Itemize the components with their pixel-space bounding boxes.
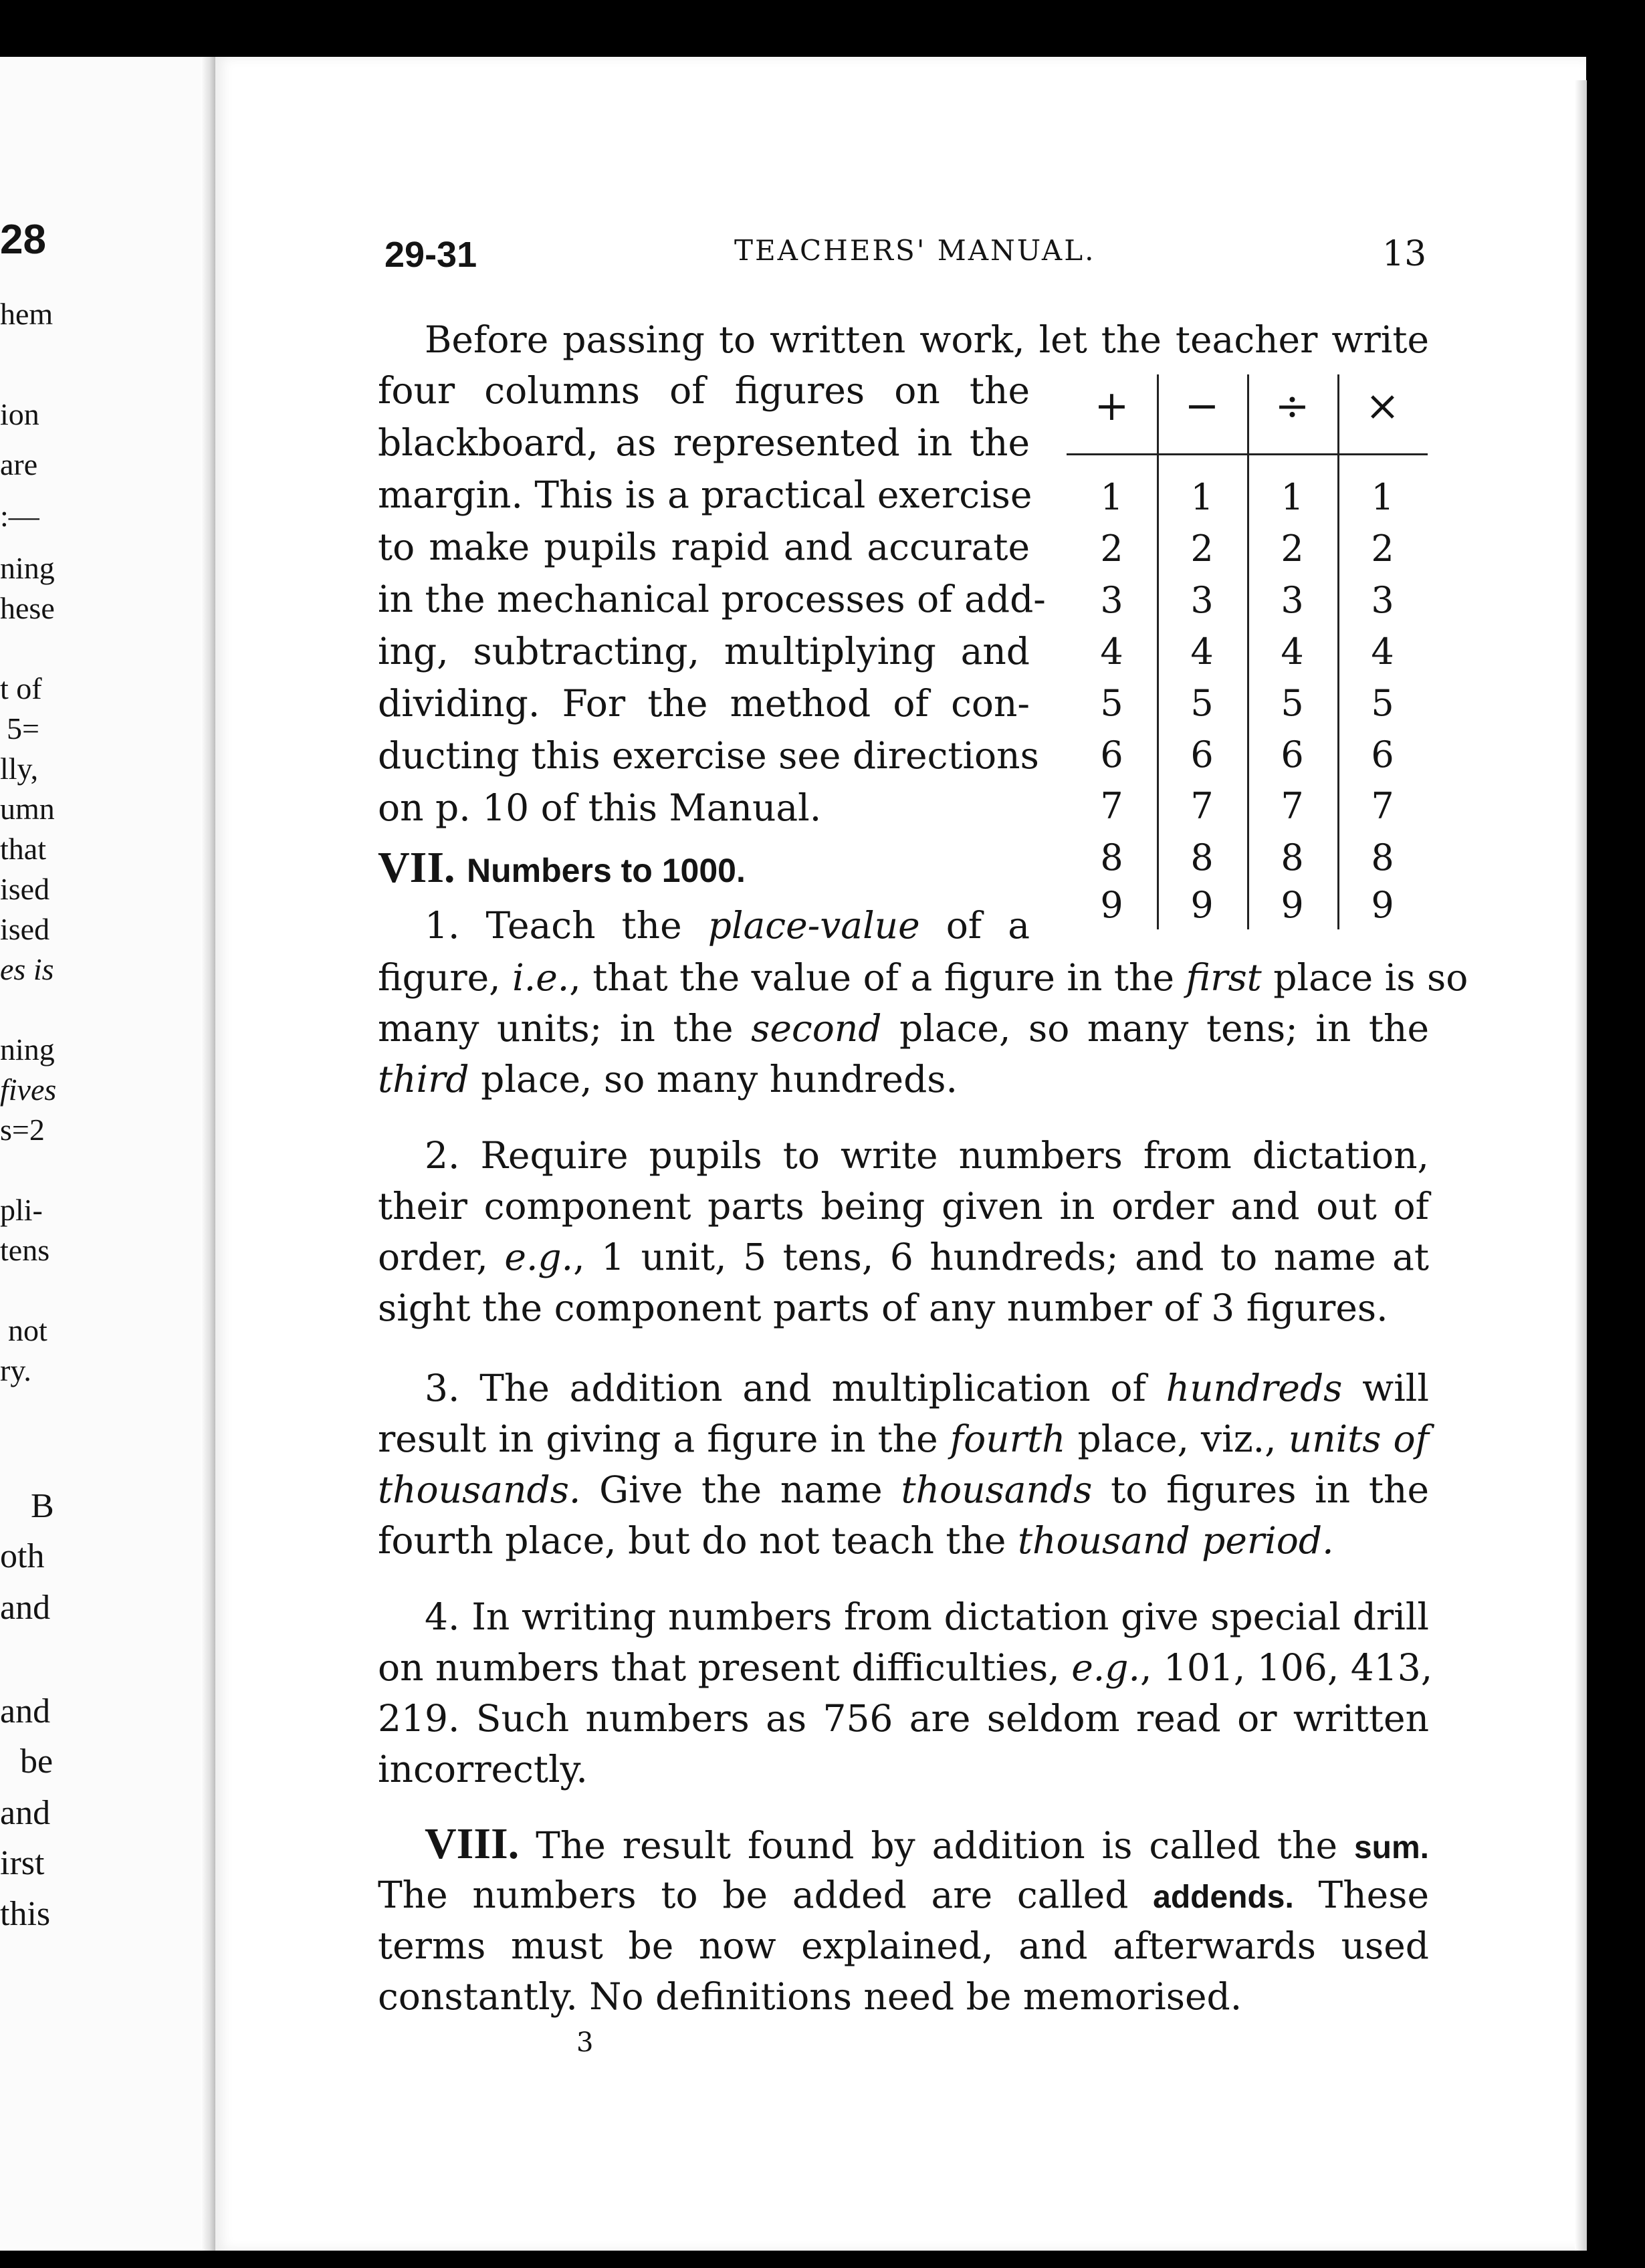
left-page-fragment: irst <box>0 1844 45 1882</box>
minus-header: − <box>1184 381 1220 430</box>
left-page-fragment: and <box>0 1692 51 1730</box>
paragraph-line: third place, so many hundreds. <box>378 1058 958 1101</box>
operations-table <box>1067 374 1428 929</box>
table-cell: 5 <box>1190 682 1214 724</box>
table-cell: 7 <box>1371 785 1394 827</box>
left-page-fragment: hese <box>0 591 55 625</box>
multiply-header: × <box>1365 381 1400 430</box>
paragraph-line: The numbers to be added are called addends. These <box>378 1874 1429 1916</box>
table-cell: 4 <box>1100 631 1123 673</box>
table-cell: 8 <box>1281 836 1304 879</box>
intro-line: ing, subtracting, multiplying and <box>378 630 1030 673</box>
left-page-fragment: and <box>0 1794 51 1832</box>
left-page-fragment: 5= <box>7 711 39 746</box>
table-cell: 9 <box>1371 884 1394 926</box>
left-page-fragment: are <box>0 447 38 481</box>
table-cell: 8 <box>1190 836 1214 879</box>
left-facing-page <box>0 57 213 2251</box>
intro-line: ducting this exercise see directions <box>378 734 1039 777</box>
table-cell: 9 <box>1100 884 1123 926</box>
left-page-fragment: and <box>0 1589 51 1627</box>
table-cell: 6 <box>1281 733 1304 776</box>
left-page-fragment: pli- <box>0 1193 43 1227</box>
page-edge-curl <box>1575 80 1587 2251</box>
left-page-fragment: :— <box>0 499 39 533</box>
left-page-fragment: oth <box>0 1537 45 1575</box>
table-cell: 4 <box>1371 631 1394 673</box>
page-number: 13 <box>1382 234 1427 274</box>
table-cell: 2 <box>1371 528 1394 570</box>
table-cell: 5 <box>1100 682 1123 724</box>
left-page-fragment: ry. <box>0 1353 31 1387</box>
left-page-fragment: ised <box>0 872 50 906</box>
left-page-fragment: ning <box>0 551 55 585</box>
paragraph-line: 4. In writing numbers from dictation give special drill <box>425 1595 1429 1638</box>
plus-header: + <box>1094 381 1129 430</box>
table-cell: 1 <box>1281 476 1304 518</box>
intro-line: in the mechanical processes of add- <box>378 578 1046 620</box>
intro-line: Before passing to written work, let the teacher write <box>425 318 1429 361</box>
left-page-fragment: t of <box>0 671 42 705</box>
section-number: VII. <box>378 843 455 892</box>
section-range: 29-31 <box>385 235 477 275</box>
table-cell: 1 <box>1371 476 1394 518</box>
signature-mark: 3 <box>576 2027 594 2058</box>
table-cell: 3 <box>1371 579 1394 621</box>
section-number: VIII. <box>425 1819 520 1868</box>
paragraph-line: 3. The addition and multiplication of hundreds will <box>425 1367 1429 1409</box>
left-page-fragment: this <box>0 1895 51 1933</box>
scan-border-right <box>1586 0 1645 2268</box>
paragraph-line: their component parts being given in order and out of <box>378 1185 1429 1228</box>
paragraph-line: incorrectly. <box>378 1748 588 1791</box>
intro-line: four columns of figures on the <box>378 369 1030 412</box>
table-cell: 8 <box>1371 836 1394 879</box>
table-cell: 2 <box>1190 528 1214 570</box>
table-cell: 3 <box>1281 579 1304 621</box>
table-cell: 9 <box>1281 884 1304 926</box>
paragraph-line: fourth place, but do not teach the thousand period. <box>378 1519 1334 1562</box>
paragraph-line: sight the component parts of any number of 3 figures. <box>378 1286 1388 1329</box>
table-cell: 5 <box>1281 682 1304 724</box>
left-page-fragment: ion <box>0 397 39 431</box>
table-cell: 7 <box>1281 785 1304 827</box>
table-cell: 3 <box>1190 579 1214 621</box>
paragraph-line: result in giving a figure in the fourth place, viz., units of <box>378 1418 1429 1460</box>
left-page-fragment: hem <box>0 297 53 331</box>
scan-border-top <box>0 0 1645 57</box>
table-cell: 8 <box>1100 836 1123 879</box>
paragraph-line: on numbers that present difficulties, e.g., 101, 106, 413, <box>378 1646 1433 1689</box>
paragraph-line: constantly. No definitions need be memorised. <box>378 1975 1242 2018</box>
table-cell: 4 <box>1281 631 1304 673</box>
left-page-fragment: ised <box>0 912 50 946</box>
paragraph-line: 219. Such numbers as 756 are seldom read or written <box>378 1697 1429 1740</box>
intro-line: on p. 10 of this Manual. <box>378 786 822 829</box>
intro-line: blackboard, as represented in the <box>378 421 1030 464</box>
left-page-fragment: s=2 <box>0 1113 45 1147</box>
table-cell: 5 <box>1371 682 1394 724</box>
table-cell: 7 <box>1100 785 1123 827</box>
divide-header: ÷ <box>1275 381 1310 430</box>
left-page-fragment: that <box>0 832 46 866</box>
table-cell: 9 <box>1190 884 1214 926</box>
table-cell: 2 <box>1281 528 1304 570</box>
left-page-fragment: es is <box>0 952 54 986</box>
table-cell: 1 <box>1100 476 1123 518</box>
left-page-fragment: ning <box>0 1032 55 1066</box>
left-page-fragment: not <box>8 1313 47 1347</box>
paragraph-line: many units; in the second place, so many tens; in the <box>378 1007 1430 1050</box>
page-gutter <box>201 57 215 2251</box>
left-page-fragment: fives <box>0 1072 57 1107</box>
table-cell: 1 <box>1190 476 1214 518</box>
left-page-fragment: lly, <box>0 752 39 786</box>
table-cell: 3 <box>1100 579 1123 621</box>
left-page-fragment: tens <box>0 1233 50 1267</box>
paragraph-line: VIII. The result found by addition is called the sum. <box>425 1819 1429 1868</box>
left-page-fragment: umn <box>0 792 55 826</box>
table-cell: 6 <box>1371 733 1394 776</box>
table-cell: 4 <box>1190 631 1214 673</box>
paragraph-line: order, e.g., 1 unit, 5 tens, 6 hundreds; and to name at <box>378 1236 1429 1278</box>
intro-line: dividing. For the method of con- <box>378 682 1030 725</box>
table-cell: 6 <box>1190 733 1214 776</box>
running-title: TEACHERS' MANUAL. <box>734 234 1096 267</box>
intro-line: to make pupils rapid and accurate <box>378 526 1030 568</box>
paragraph-line: figure, i.e., that the value of a figure in the first place is so <box>378 956 1468 999</box>
scan-border-bottom <box>0 2251 1645 2268</box>
table-cell: 6 <box>1100 733 1123 776</box>
paragraph-line: 1. Teach the place-value of a <box>425 904 1030 947</box>
header-rule <box>1067 453 1428 455</box>
table-cell: 2 <box>1100 528 1123 570</box>
left-page-fragment: B <box>31 1487 54 1525</box>
paragraph-line: thousands. Give the name thousands to figures in the <box>378 1468 1429 1511</box>
table-cell: 7 <box>1190 785 1214 827</box>
section-heading <box>378 842 1030 893</box>
intro-line: margin. This is a practical exercise <box>378 473 1032 516</box>
paragraph-line: 2. Require pupils to write numbers from dictation, <box>425 1134 1429 1177</box>
section-title: Numbers to 1000. <box>467 852 746 889</box>
left-page-number: 28 <box>0 217 46 263</box>
left-page-fragment: be <box>20 1742 53 1781</box>
paragraph-line: terms must be now explained, and afterwards used <box>378 1924 1429 1967</box>
